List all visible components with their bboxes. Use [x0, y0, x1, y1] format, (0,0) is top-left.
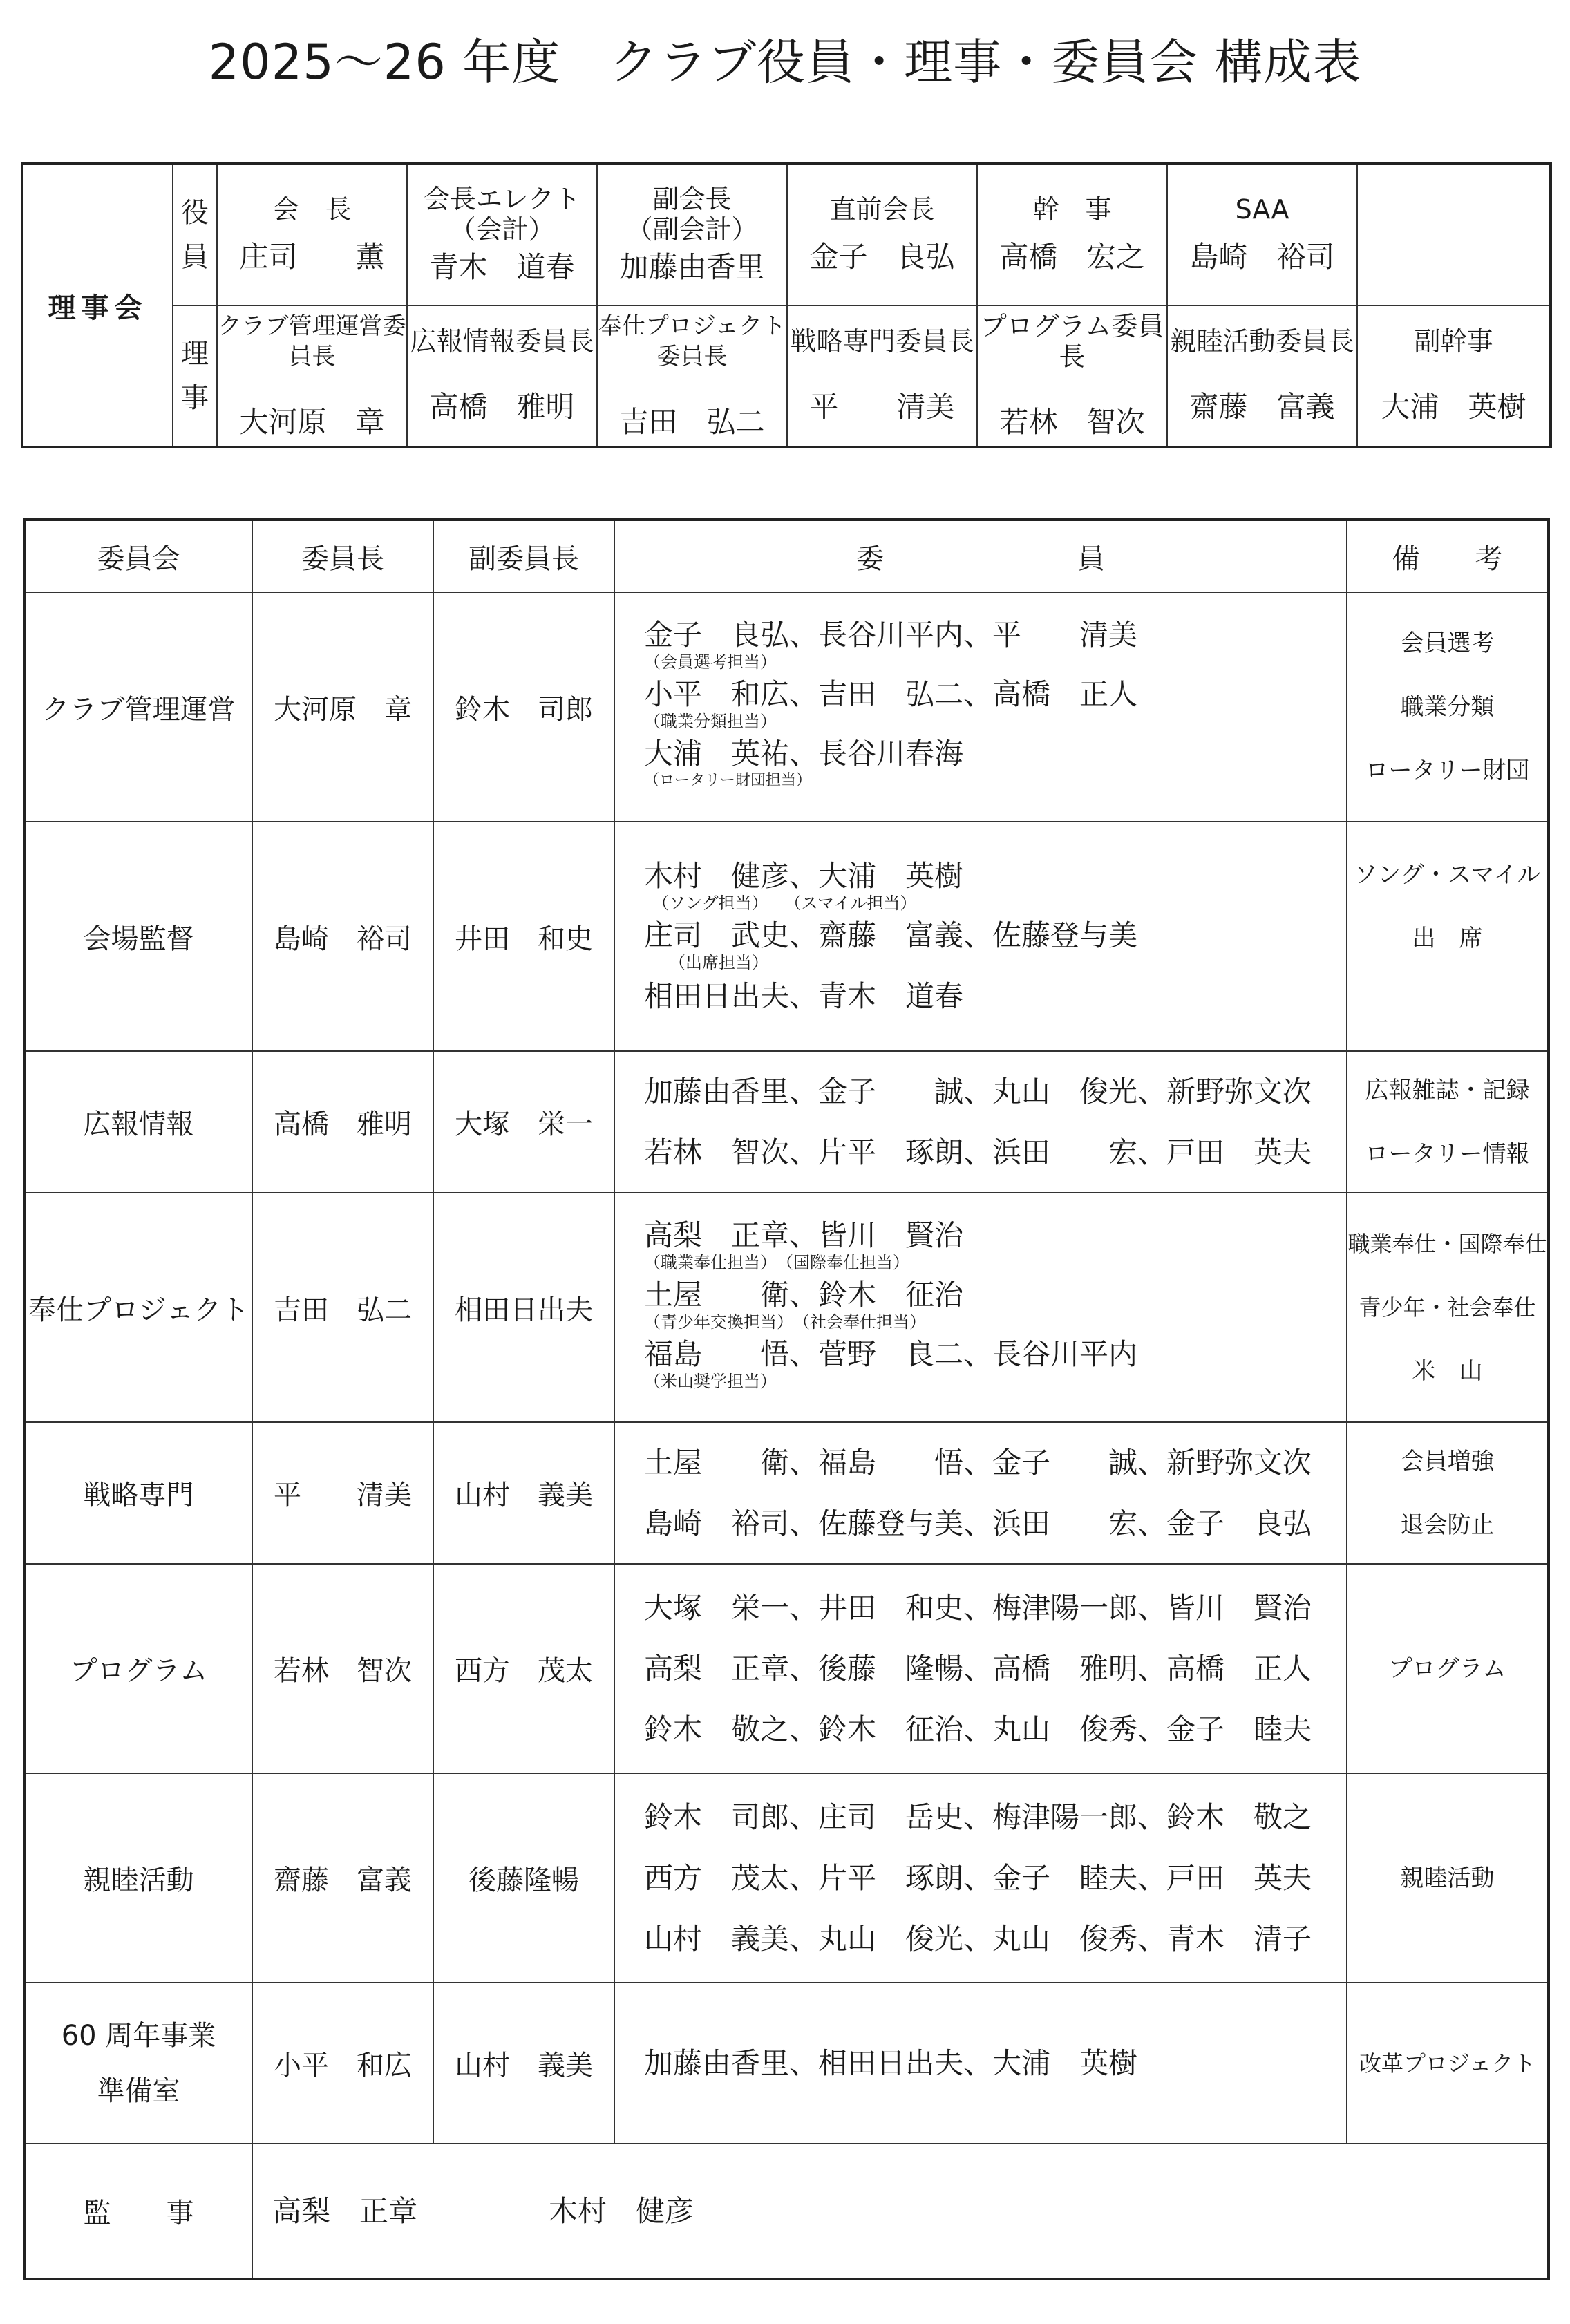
committee-remarks: 会員選考 職業分類 ロータリー財団 [1347, 592, 1549, 822]
table-row [24, 1773, 1549, 1983]
committee-name: プログラム [24, 1564, 252, 1773]
committee-members: 土屋 衛、福島 悟、金子 誠、新野弥文次 島崎 裕司、佐藤登与美、浜田 宏、金子 良弘 [614, 1422, 1347, 1564]
committee-members: 大塚 栄一、井田 和史、梅津陽一郎、皆川 賢治 高梨 正章、後藤 隆暢、高橋 雅明、高橋 正人 鈴木 敬之、鈴木 征治、丸山 俊秀、金子 睦夫 [614, 1564, 1347, 1773]
officer-cell: 会 長 庄司 薫 [217, 164, 407, 305]
director-cell: プログラム委員長 若林 智次 [977, 305, 1167, 447]
table-row [24, 1193, 1549, 1422]
header-chair: 委員長 [252, 520, 433, 592]
committee-remarks: 広報雑誌・記録 ロータリー情報 [1347, 1051, 1549, 1193]
header-vice: 副委員長 [433, 520, 614, 592]
committee-name: クラブ管理運営 [24, 592, 252, 822]
director-cell: 広報情報委員長 高橋 雅明 [407, 305, 597, 447]
board-table [21, 162, 1552, 448]
officer-cell: 副会長 （副会計） 加藤由香里 [597, 164, 787, 305]
committee-remarks: 会員増強 退会防止 [1347, 1422, 1549, 1564]
officer-cell: 会長エレクト （会計） 青木 道春 [407, 164, 597, 305]
committee-chair: 小平 和広 [252, 1983, 433, 2144]
director-cell: 副幹事 大浦 英樹 [1357, 305, 1551, 447]
committee-chair: 島崎 裕司 [252, 822, 433, 1051]
officer-cell: 幹 事 高橋 宏之 [977, 164, 1167, 305]
auditor-label: 監 事 [24, 2144, 252, 2279]
table-row [24, 1564, 1549, 1773]
committee-remarks: プログラム [1347, 1564, 1549, 1773]
committee-name: 会場監督 [24, 822, 252, 1051]
officer-cell: 直前会長 金子 良弘 [787, 164, 977, 305]
committee-remarks: ソング・スマイル 出 席 [1347, 822, 1549, 1051]
committee-chair: 平 清美 [252, 1422, 433, 1564]
committee-remarks: 職業奉仕・国際奉仕 青少年・社会奉仕 米 山 [1347, 1193, 1549, 1422]
committee-name: 戦略専門 [24, 1422, 252, 1564]
director-cell: クラブ管理運営委員長 大河原 章 [217, 305, 407, 447]
committee-vice: 西方 茂太 [433, 1564, 614, 1773]
committee-name: 60 周年事業 準備室 [24, 1983, 252, 2144]
officer-cell: SAA 島崎 裕司 [1167, 164, 1357, 305]
committee-remarks: 改革プロジェクト [1347, 1983, 1549, 2144]
committee-vice: 鈴木 司郎 [433, 592, 614, 822]
committee-members: 加藤由香里、相田日出夫、大浦 英樹 [614, 1983, 1347, 2144]
committee-members: 金子 良弘、長谷川平内、平 清美 （会員選考担当） 小平 和広、吉田 弘二、高橋 正人 （職業分類担当） 大浦 英祐、長谷川春海 （ロータリー財団担当） [614, 592, 1347, 822]
committee-members: 鈴木 司郎、庄司 岳史、梅津陽一郎、鈴木 敬之 西方 茂太、片平 琢朗、金子 睦夫、戸田 英夫 山村 義美、丸山 俊光、丸山 俊秀、青木 清子 [614, 1773, 1347, 1983]
auditor-names: 高梨 正章 木村 健彦 [252, 2144, 1549, 2279]
table-row [24, 1051, 1549, 1193]
header-committee: 委員会 [24, 520, 252, 592]
officers-label: 役員 [173, 164, 217, 305]
director-cell: 親睦活動委員長 齋藤 富義 [1167, 305, 1357, 447]
header-members: 委 員 [614, 520, 1347, 592]
empty-cell [1357, 164, 1551, 305]
committee-members: 高梨 正章、皆川 賢治 （職業奉仕担当） （国際奉仕担当） 土屋 衛、鈴木 征治 （青少年交換担当） （社会奉仕担当） 福島 悟、菅野 良二、長谷川平内 （米山奨学担当） [614, 1193, 1347, 1422]
committee-remarks: 親睦活動 [1347, 1773, 1549, 1983]
committee-table [23, 518, 1550, 2280]
committee-chair: 高橋 雅明 [252, 1051, 433, 1193]
directors-label: 理事 [173, 305, 217, 447]
committee-name: 奉仕プロジェクト [24, 1193, 252, 1422]
table-row [24, 2144, 1549, 2279]
committee-vice: 山村 義美 [433, 1983, 614, 2144]
director-cell: 戦略専門委員長 平 清美 [787, 305, 977, 447]
committee-vice: 井田 和史 [433, 822, 614, 1051]
committee-chair: 吉田 弘二 [252, 1193, 433, 1422]
board-label: 理事会 [22, 164, 173, 447]
committee-chair: 齋藤 富義 [252, 1773, 433, 1983]
committee-members: 木村 健彦、大浦 英樹 （ソング担当） （スマイル担当） 庄司 武史、齋藤 富義、佐藤登与美 （出席担当） 相田日出夫、青木 道春 [614, 822, 1347, 1051]
committee-name: 広報情報 [24, 1051, 252, 1193]
table-row [24, 822, 1549, 1051]
committee-vice: 山村 義美 [433, 1422, 614, 1564]
table-row [24, 592, 1549, 822]
director-cell: 奉仕プロジェクト委員長 吉田 弘二 [597, 305, 787, 447]
committee-vice: 後藤隆暢 [433, 1773, 614, 1983]
table-row [24, 1983, 1549, 2144]
committee-members: 加藤由香里、金子 誠、丸山 俊光、新野弥文次 若林 智次、片平 琢朗、浜田 宏、戸田 英夫 [614, 1051, 1347, 1193]
page-title: 2025～26 年度 クラブ役員・理事・委員会 構成表 [208, 34, 1362, 91]
header-remarks: 備 考 [1347, 520, 1549, 592]
committee-chair: 大河原 章 [252, 592, 433, 822]
committee-vice: 相田日出夫 [433, 1193, 614, 1422]
committee-chair: 若林 智次 [252, 1564, 433, 1773]
table-row [24, 1422, 1549, 1564]
committee-vice: 大塚 栄一 [433, 1051, 614, 1193]
committee-name: 親睦活動 [24, 1773, 252, 1983]
